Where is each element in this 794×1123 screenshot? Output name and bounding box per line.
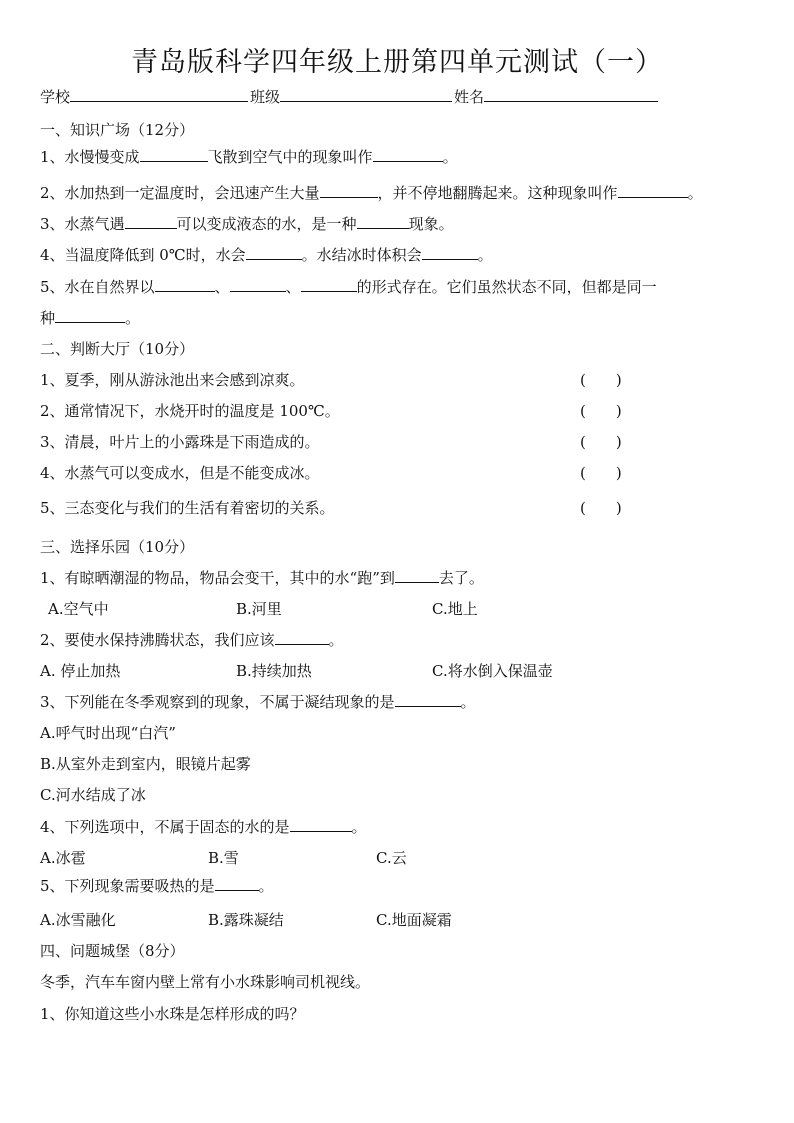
answer-blank[interactable] <box>215 876 259 891</box>
choice-question-3 <box>40 691 476 712</box>
q1-option-a[interactable]: A.空气中 <box>48 600 109 618</box>
answer-blank[interactable] <box>395 692 461 707</box>
judge-item-3: 3、清晨，叶片上的小露珠是下雨造成的。 <box>40 433 320 451</box>
text: 可以变成液态的水，是一种 <box>176 215 357 233</box>
judge-item-2: 2、通常情况下，水烧开时的温度是 100℃。 <box>40 402 340 420</box>
q4-option-a[interactable]: A.冰雹 <box>40 849 86 867</box>
answer-blank[interactable] <box>618 183 688 198</box>
answer-blank[interactable] <box>155 277 215 292</box>
text: 。 <box>351 818 367 836</box>
class-blank[interactable] <box>280 87 452 102</box>
q1-option-c[interactable]: C.地上 <box>432 600 478 618</box>
answer-blank[interactable] <box>275 630 329 645</box>
judge-answer-1[interactable]: ( ) <box>580 371 622 389</box>
s4-question-1: 1、你知道这些小水珠是怎样形成的吗？ <box>40 1005 305 1023</box>
q4-option-c[interactable]: C.云 <box>376 849 407 867</box>
text: 5、水在自然界以 <box>40 278 155 296</box>
text: 、 <box>214 278 230 296</box>
judge-item-1: 1、夏季，刚从游泳池出来会感到凉爽。 <box>40 371 305 389</box>
text: 。 <box>258 877 274 895</box>
answer-blank[interactable] <box>357 214 409 229</box>
judge-answer-5[interactable]: ( ) <box>580 499 622 517</box>
name-label: 姓名 <box>454 88 485 106</box>
choice-question-1 <box>40 567 484 588</box>
text: 去了。 <box>438 569 484 587</box>
answer-blank[interactable] <box>422 245 478 260</box>
text: 3、下列能在冬季观察到的现象，不属于凝结现象的是 <box>40 693 395 711</box>
s1-question-2 <box>40 182 703 203</box>
text: 。水结冰时体积会 <box>301 246 422 264</box>
text: 1、水慢慢变成 <box>40 148 140 166</box>
q2-option-c[interactable]: C.将水倒入保温壶 <box>432 662 553 680</box>
judge-answer-4[interactable]: ( ) <box>580 464 622 482</box>
text: 5、下列现象需要吸热的是 <box>40 877 215 895</box>
text: 的形式存在。它们虽然状态不同，但都是同一 <box>356 278 657 296</box>
q3-option-c[interactable]: C.河水结成了冰 <box>40 786 146 804</box>
q5-option-a[interactable]: A.冰雪融化 <box>40 911 116 929</box>
text: 现象。 <box>408 215 454 233</box>
section-4-heading: 四、问题城堡（8分） <box>40 942 185 960</box>
answer-blank[interactable] <box>395 568 439 583</box>
answer-blank[interactable] <box>230 277 286 292</box>
s1-question-3 <box>40 213 454 234</box>
text: 2、水加热到一定温度时，会迅速产生大量 <box>40 184 320 202</box>
text: 。 <box>460 693 476 711</box>
q1-option-b[interactable]: B.河里 <box>236 600 282 618</box>
judge-item-5: 5、三态变化与我们的生活有着密切的关系。 <box>40 499 335 517</box>
q2-option-a[interactable]: A. 停止加热 <box>40 662 121 680</box>
text: 。 <box>125 309 141 327</box>
text: 1、有晾晒潮湿的物品，物品会变干，其中的水“跑”到 <box>40 569 395 587</box>
text: 4、下列选项中，不属于固态的水的是 <box>40 818 290 836</box>
judge-item-4: 4、水蒸气可以变成水，但是不能变成冰。 <box>40 464 320 482</box>
answer-blank[interactable] <box>290 817 352 832</box>
judge-answer-2[interactable]: ( ) <box>580 402 622 420</box>
s1-question-1 <box>40 146 458 167</box>
text: 2、要使水保持沸腾状态，我们应该 <box>40 631 275 649</box>
choice-question-2 <box>40 629 344 650</box>
text: 3、水蒸气遇 <box>40 215 125 233</box>
choice-question-4 <box>40 816 367 837</box>
q3-option-b[interactable]: B.从室外走到室内，眼镜片起雾 <box>40 755 251 773</box>
q2-option-b[interactable]: B.持续加热 <box>236 662 312 680</box>
text: 。 <box>442 148 458 166</box>
text: 。 <box>477 246 493 264</box>
answer-blank[interactable] <box>55 308 125 323</box>
answer-blank[interactable] <box>320 183 378 198</box>
q4-option-b[interactable]: B.雪 <box>208 849 239 867</box>
s4-intro: 冬季，汽车车窗内壁上常有小水珠影响司机视线。 <box>40 973 371 991</box>
text: 。 <box>687 184 703 202</box>
answer-blank[interactable] <box>125 214 177 229</box>
answer-blank[interactable] <box>301 277 357 292</box>
section-1-heading: 一、知识广场（12分） <box>40 121 195 139</box>
text: 4、当温度降低到 0℃时，水会 <box>40 246 246 264</box>
section-3-heading: 三、选择乐园（10分） <box>40 538 195 556</box>
school-label: 学校 <box>40 88 71 106</box>
text: ，并不停地翻腾起来。这种现象叫作 <box>377 184 618 202</box>
choice-question-5 <box>40 875 274 896</box>
q5-option-b[interactable]: B.露珠凝结 <box>208 911 284 929</box>
section-2-heading: 二、判断大厅（10分） <box>40 340 195 358</box>
text: 飞散到空气中的现象叫作 <box>207 148 373 166</box>
text: 、 <box>285 278 301 296</box>
school-blank[interactable] <box>70 87 248 102</box>
s1-question-4 <box>40 244 493 265</box>
name-blank[interactable] <box>484 87 658 102</box>
answer-blank[interactable] <box>246 245 302 260</box>
class-label: 班级 <box>250 88 281 106</box>
s1-question-5 <box>40 276 657 297</box>
judge-answer-3[interactable]: ( ) <box>580 433 622 451</box>
student-info-row <box>40 86 658 107</box>
s1-question-5-cont <box>40 307 140 328</box>
q5-option-c[interactable]: C.地面凝霜 <box>376 911 452 929</box>
text: 种 <box>40 309 56 327</box>
answer-blank[interactable] <box>373 147 443 162</box>
q3-option-a[interactable]: A.呼气时出现“白汽” <box>40 724 176 742</box>
text: 。 <box>328 631 344 649</box>
answer-blank[interactable] <box>140 147 208 162</box>
page-title: 青岛版科学四年级上册第四单元测试（一） <box>131 47 663 78</box>
